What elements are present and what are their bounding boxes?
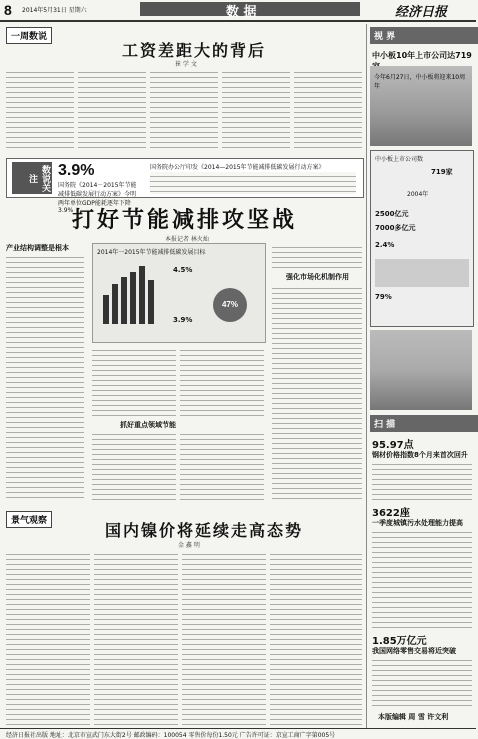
- item2-number: 3622座: [372, 508, 410, 519]
- section-title: 数 据: [226, 5, 257, 20]
- footer-text: 经济日报社出版 地址：北京市宣武门东大街2号 邮政编码：100054 零售价每份1.50元 广告许可证：京宣工商广字第005号: [6, 732, 336, 739]
- chart-bar: [121, 277, 127, 324]
- text-column: [270, 550, 362, 725]
- feature-big-number: 3.9%: [58, 162, 95, 179]
- photo-caption: 今年6月27日，中小板将迎来10周年: [374, 74, 466, 90]
- feature-note: 国务院《2014－2015年节能减排低碳发展行动方案》今明两年单位GDP能耗逐年下降3.9%: [58, 182, 137, 214]
- sidebar-infographic: [370, 150, 474, 327]
- text-column: [180, 346, 264, 416]
- editor-line: 本版编辑 周 雪 许文利: [378, 713, 449, 721]
- chart-bars: [103, 264, 163, 324]
- chart-panel: [92, 243, 266, 343]
- text-column: [372, 460, 472, 500]
- item2-headline: 一季度城镇污水处理能力提高: [372, 519, 463, 527]
- top-story-byline: 崔 学 文: [175, 61, 197, 68]
- text-column: [222, 68, 290, 148]
- text-column: [272, 243, 362, 269]
- feature-subhead-2: 强化市场化机制作用: [286, 273, 349, 281]
- text-column: [78, 68, 146, 148]
- feature-byline: 本报记者 林火灿: [165, 236, 209, 243]
- stat-value-2: 2500亿元: [375, 210, 409, 218]
- value-rate: 2.4%: [375, 241, 395, 249]
- chart-bar: [148, 280, 154, 324]
- issue-date: 2014年5月31日 星期六: [22, 7, 87, 14]
- text-column: [372, 656, 472, 706]
- chart-value-2: 3.9%: [173, 316, 193, 324]
- value-rate-2: 79%: [375, 293, 392, 301]
- text-column: [272, 284, 362, 499]
- text-column: [294, 68, 362, 148]
- sidebar-headline: 中小板10年上市公司达719: [372, 51, 472, 60]
- bottom-story-tag: 景气观察: [6, 511, 52, 528]
- item3-number: 1.85万亿元: [372, 636, 427, 647]
- stat-bar: [375, 259, 469, 287]
- chart-value-1: 4.5%: [173, 266, 193, 274]
- chart-bar: [139, 266, 145, 324]
- sidebar-photo-2: [370, 330, 472, 410]
- newspaper-logo: 经济日报: [395, 5, 448, 20]
- chart-bar: [130, 272, 136, 324]
- stat-year: 2004年: [407, 191, 429, 198]
- column-divider: [366, 24, 367, 729]
- sidebar-tag: 视 界: [370, 27, 478, 44]
- chart-title: 2014年一2015年节能减排低碳发展目标: [97, 249, 206, 256]
- top-story-tag: 一周数说: [6, 27, 52, 44]
- text-column: [182, 550, 266, 725]
- item3-headline: 我国网络零售交易将近突破: [372, 647, 456, 655]
- chart-bar: [103, 295, 109, 324]
- text-column: [150, 68, 218, 148]
- item1-headline: 钢材价格指数8个月来首次回升: [372, 451, 468, 459]
- chart-bar: [112, 284, 118, 324]
- text-column: [6, 253, 84, 499]
- text-column: [372, 528, 472, 628]
- stat-value: 719家: [431, 168, 453, 176]
- stat-label: 中小板上市公司数: [375, 156, 424, 163]
- sidebar-photo: [370, 66, 472, 146]
- footer-rule: [0, 728, 476, 729]
- top-story-headline: 工资差距大的背后: [122, 41, 267, 60]
- text-column: [92, 346, 176, 416]
- item1-number: 95.97点: [372, 440, 414, 451]
- bottom-story-byline: 金 鑫 明: [178, 542, 200, 549]
- feature-subhead-3: 抓好重点领域节能: [120, 421, 176, 429]
- text-column: [6, 68, 74, 148]
- text-column: [94, 550, 178, 725]
- page-number: 8: [4, 2, 12, 18]
- feature-lead: 国务院办公厅印发《2014—2015年节能减排低碳发展行动方案》: [150, 164, 325, 171]
- stat-value-3: 7000多亿元: [375, 224, 416, 232]
- bottom-story-headline: 国内镍价将延续走高态势: [105, 521, 304, 540]
- feature-headline: 打好节能减排攻坚战: [72, 207, 298, 233]
- feature-subhead-1: 产业结构调整是根本: [6, 244, 69, 252]
- chart-value-3: 47%: [221, 300, 238, 309]
- scan-tag: 扫 描: [370, 415, 478, 432]
- feature-tag: 数说关注: [12, 162, 52, 194]
- text-column: [92, 430, 176, 500]
- text-column: [180, 430, 264, 500]
- text-column: [6, 550, 90, 725]
- chart-circle: [213, 288, 247, 322]
- feature-lead-text: [150, 172, 356, 194]
